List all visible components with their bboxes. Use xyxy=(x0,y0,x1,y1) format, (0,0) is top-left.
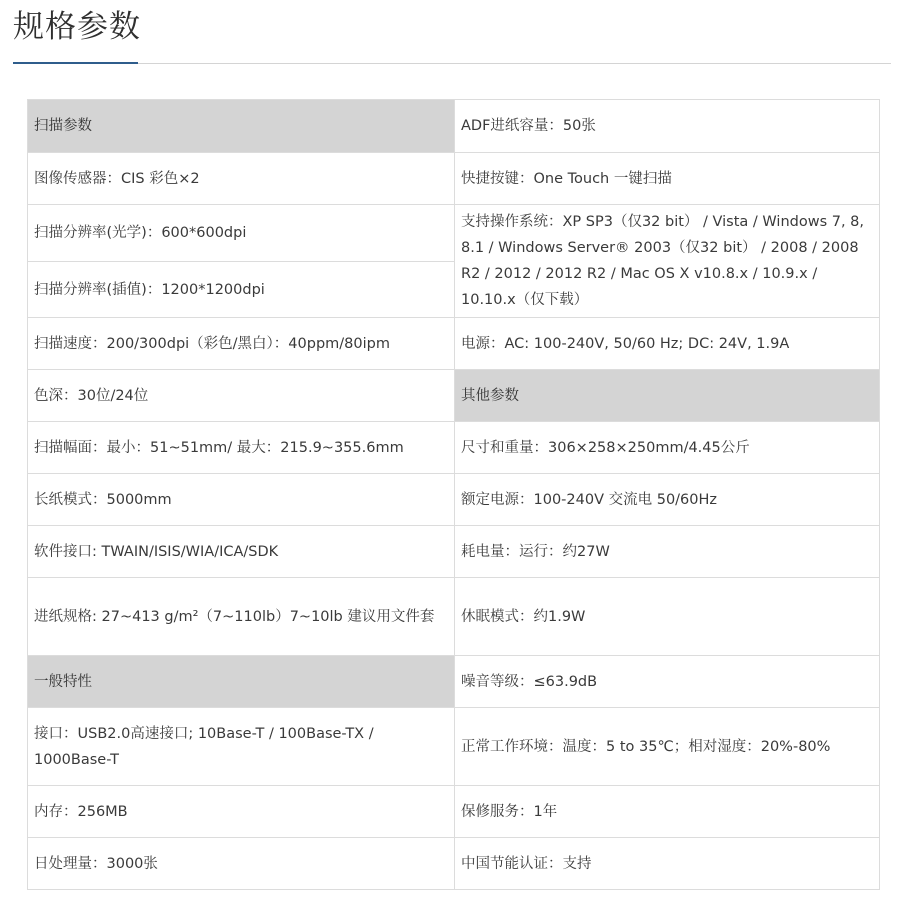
spec-cell: 色深：30位/24位 xyxy=(28,370,455,422)
table-row xyxy=(28,205,880,262)
spec-cell: 正常工作环境：温度：5 to 35℃；相对湿度：20%-80% xyxy=(455,708,880,786)
table-row xyxy=(28,370,880,422)
section-header-general: 一般特性 xyxy=(28,656,455,708)
section-header-other: 其他参数 xyxy=(455,370,880,422)
spec-cell: 扫描分辨率(光学)：600*600dpi xyxy=(28,205,455,262)
spec-cell: 快捷按键：One Touch 一键扫描 xyxy=(455,153,880,205)
section-header-scan: 扫描参数 xyxy=(28,100,455,153)
spec-cell: 软件接口: TWAIN/ISIS/WIA/ICA/SDK xyxy=(28,526,455,578)
spec-table xyxy=(27,99,880,890)
spec-cell: 图像传感器：CIS 彩色×2 xyxy=(28,153,455,205)
table-row xyxy=(28,318,880,370)
table-row xyxy=(28,578,880,656)
title-divider xyxy=(13,63,891,64)
table-row xyxy=(28,526,880,578)
spec-cell: 电源：AC: 100-240V, 50/60 Hz; DC: 24V, 1.9A xyxy=(455,318,880,370)
spec-cell: 保修服务：1年 xyxy=(455,786,880,838)
table-row xyxy=(28,786,880,838)
table-row xyxy=(28,838,880,890)
spec-cell: 噪音等级：≤63.9dB xyxy=(455,656,880,708)
table-row xyxy=(28,153,880,205)
spec-cell: 内存：256MB xyxy=(28,786,455,838)
page-title: 规格参数 xyxy=(13,9,141,45)
spec-cell: 尺寸和重量：306×258×250mm/4.45公斤 xyxy=(455,422,880,474)
spec-cell: 扫描分辨率(插值)：1200*1200dpi xyxy=(28,262,455,318)
table-row xyxy=(28,656,880,708)
spec-cell: 额定电源：100-240V 交流电 50/60Hz xyxy=(455,474,880,526)
spec-cell: 日处理量：3000张 xyxy=(28,838,455,890)
table-row xyxy=(28,474,880,526)
spec-cell: 长纸模式：5000mm xyxy=(28,474,455,526)
spec-cell: 耗电量：运行：约27W xyxy=(455,526,880,578)
spec-cell-os-support: 支持操作系统：XP SP3（仅32 bit） / Vista / Windows 7, 8, 8.1 / Windows Server® 2003（仅32 bit） / 2008 / 2008 R2 / 2012 / 2012 R2 / Mac OS X v10.8.x / 10.9.x / 10.10.x（仅下载） xyxy=(455,205,880,318)
table-row xyxy=(28,100,880,153)
table-row xyxy=(28,708,880,786)
spec-cell: 进纸规格: 27~413 g/m²（7~110lb）7~10lb 建议用文件套 xyxy=(28,578,455,656)
spec-cell: 中国节能认证：支持 xyxy=(455,838,880,890)
spec-cell: 休眠模式：约1.9W xyxy=(455,578,880,656)
spec-cell: 扫描速度：200/300dpi（彩色/黑白）：40ppm/80ipm xyxy=(28,318,455,370)
table-row xyxy=(28,422,880,474)
spec-cell: ADF进纸容量：50张 xyxy=(455,100,880,153)
spec-cell: 接口：USB2.0高速接口; 10Base-T / 100Base-TX / 1000Base-T xyxy=(28,708,455,786)
title-accent-underline xyxy=(13,62,138,64)
spec-cell: 扫描幅面：最小：51~51mm/ 最大：215.9~355.6mm xyxy=(28,422,455,474)
